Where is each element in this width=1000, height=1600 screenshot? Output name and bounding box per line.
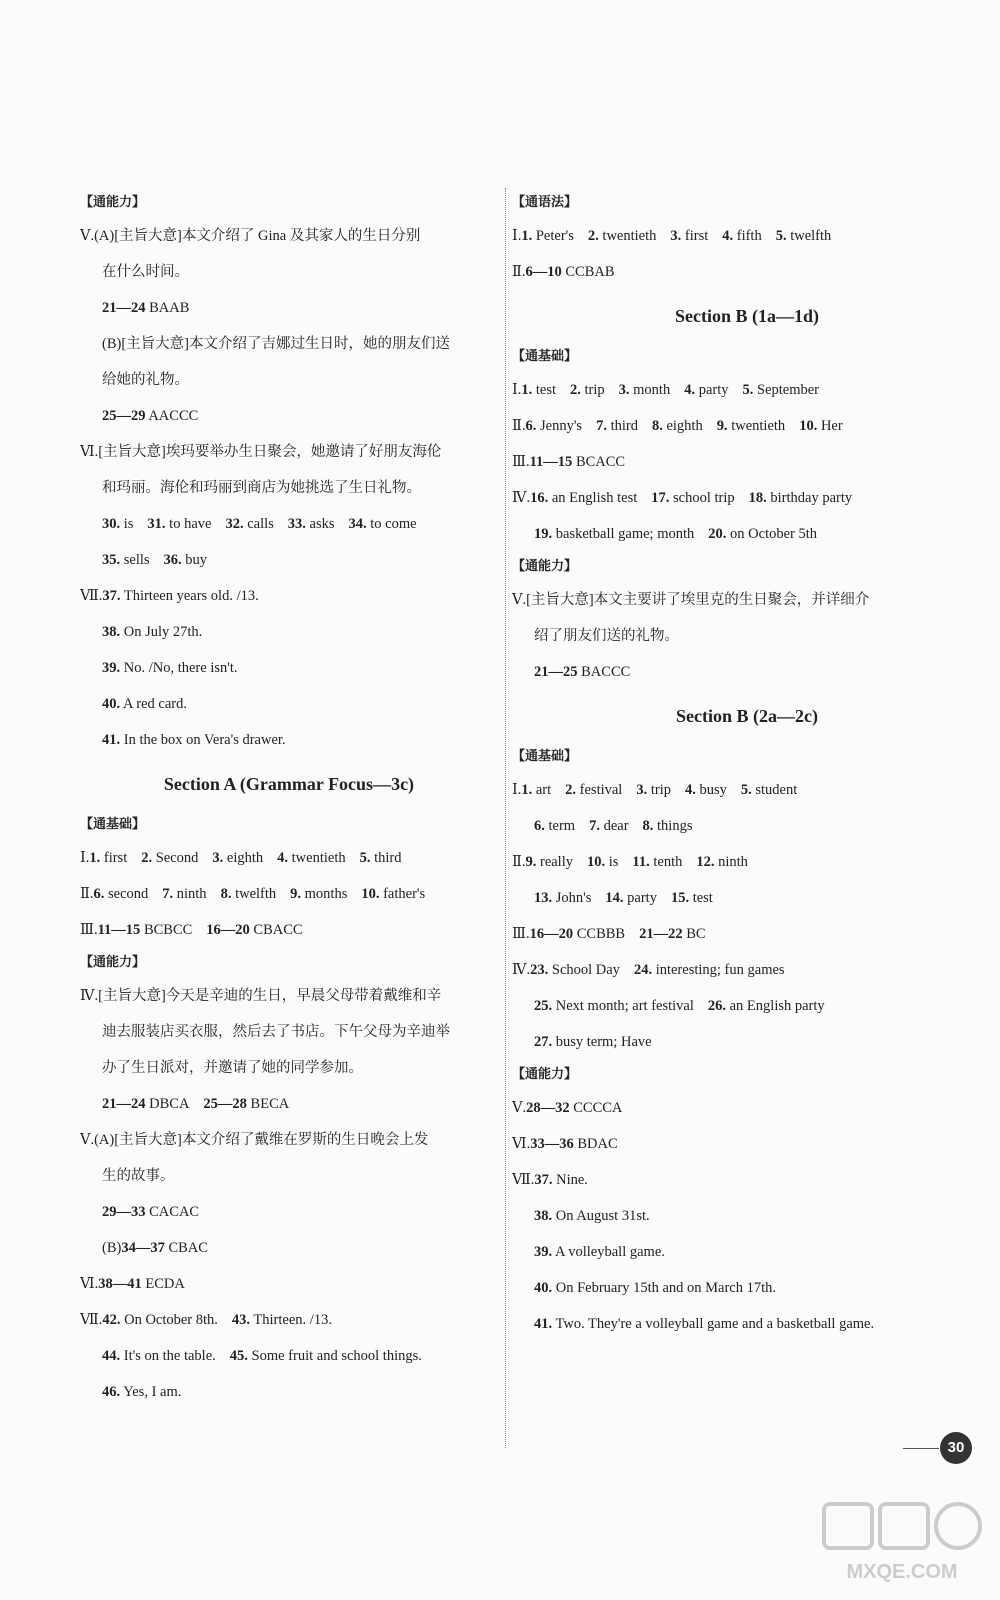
answer-text: tenth (653, 854, 683, 870)
answer-number: 43. (231, 1312, 251, 1328)
question-group-marker: Ⅶ. (512, 1172, 535, 1188)
answer-number: 7. (589, 818, 600, 834)
answer-line (512, 988, 982, 1024)
answer-text: Second (155, 850, 199, 866)
answer-line (512, 654, 982, 690)
paragraph-line: 迪去服装店买衣服，然后去了书店。下午父母为辛迪举 (102, 1024, 450, 1040)
answer-number: 5. (742, 382, 754, 398)
answer-number: 37. (534, 1172, 553, 1188)
answer-line (512, 952, 982, 988)
page-number-rule (903, 1448, 939, 1449)
answer-text: basketball game; month (555, 526, 695, 542)
answer-text: twelfth (790, 228, 832, 244)
question-group-marker: Ⅵ. (512, 1136, 531, 1152)
section-label: 【通能力】 (512, 1067, 578, 1082)
question-group-marker: Ⅰ. (512, 382, 522, 398)
answer-text: Thirteen. /13. (253, 1312, 332, 1328)
answer-text: John's (555, 890, 592, 906)
answer-text: things (657, 818, 693, 834)
answer-text: sells (123, 552, 150, 568)
watermark-text: MXQE.COM (846, 1561, 958, 1583)
answer-line (80, 722, 498, 758)
answer-line (80, 876, 498, 912)
answer-number: 4. (722, 228, 734, 244)
answer-text: CCBBB (576, 926, 626, 942)
answer-text: BACCC (581, 664, 631, 680)
answer-number: 27. (534, 1034, 553, 1050)
answer-text: twentieth (602, 228, 657, 244)
paragraph-line: 绍了朋友们送的礼物。 (534, 628, 679, 644)
answer-text: CACAC (149, 1204, 200, 1220)
answer-line (512, 1126, 982, 1162)
answer-line (512, 1306, 982, 1342)
answer-number: 1. (521, 782, 533, 798)
answer-text: CCCCA (573, 1100, 623, 1116)
answer-number: 16. (530, 490, 549, 506)
answer-line (512, 1234, 982, 1270)
answer-text: eighth (666, 418, 703, 434)
answer-number: 31. (147, 516, 166, 532)
answer-text: eighth (226, 850, 264, 866)
answer-text: is (608, 854, 619, 870)
question-group-marker: (B) (102, 1240, 122, 1256)
answer-number: 21—24 (102, 300, 146, 316)
answer-number: 9. (290, 886, 302, 902)
answer-line (512, 772, 982, 808)
answer-number: 40. (102, 696, 121, 712)
answer-text: Her (820, 418, 843, 434)
right-column (512, 188, 982, 1342)
answer-number: 6. (534, 818, 545, 834)
answer-text: trip (584, 382, 605, 398)
question-group-marker: Ⅶ. (80, 588, 103, 604)
answer-line (512, 444, 982, 480)
answer-text: asks (309, 516, 335, 532)
answer-text: father's (383, 886, 426, 902)
answer-text: is (123, 516, 134, 532)
answer-text: busy term; Have (555, 1034, 652, 1050)
paragraph-line: Ⅳ.[主旨大意]今天是辛迪的生日，早晨父母带着戴维和辛 (80, 988, 442, 1004)
answer-number: 46. (102, 1384, 121, 1400)
answer-number: 11. (632, 854, 650, 870)
answer-text: Peter's (535, 228, 574, 244)
section-heading: Section B (2a—2c) (676, 706, 818, 726)
answer-text: Yes, I am. (123, 1384, 182, 1400)
answer-number: 42. (102, 1312, 121, 1328)
answer-line (512, 808, 982, 844)
answer-number: 2. (141, 850, 153, 866)
answer-text: on October 5th (730, 526, 818, 542)
question-group-marker: Ⅲ. (80, 922, 98, 938)
answer-number: 11—15 (529, 454, 573, 470)
answer-text: A volleyball game. (554, 1244, 665, 1260)
answer-line (512, 880, 982, 916)
answer-text: student (755, 782, 798, 798)
answer-text: test (535, 382, 556, 398)
answer-line (80, 1302, 498, 1338)
answer-line (80, 912, 498, 948)
answer-number: 9. (525, 854, 537, 870)
answer-text: BAAB (149, 300, 190, 316)
answer-text: second (107, 886, 149, 902)
answer-number: 15. (670, 890, 690, 906)
answer-number: 36. (163, 552, 182, 568)
answer-number: 44. (102, 1348, 121, 1364)
paragraph-line: Ⅴ.(A)[主旨大意]本文介绍了 Gina 及其家人的生日分别 (80, 228, 421, 244)
answer-text: It's on the table. (123, 1348, 216, 1364)
question-group-marker: Ⅵ. (80, 1276, 99, 1292)
question-group-marker: Ⅱ. (512, 418, 526, 434)
answer-number: 39. (102, 660, 121, 676)
question-group-marker: Ⅳ. (512, 962, 531, 978)
answer-number: 3. (670, 228, 682, 244)
paragraph-line: Ⅴ.[主旨大意]本文主要讲了埃里克的生日聚会，并详细介 (512, 592, 870, 608)
answer-number: 12. (696, 854, 715, 870)
answer-line (80, 290, 498, 326)
answer-line (80, 506, 498, 542)
answer-line (512, 480, 982, 516)
answer-number: 45. (229, 1348, 248, 1364)
answer-number: 20. (708, 526, 727, 542)
answer-text: BCACC (575, 454, 626, 470)
answer-text: On July 27th. (123, 624, 203, 640)
answer-line (80, 1374, 498, 1410)
paragraph-line: 和玛丽。海伦和玛丽到商店为她挑选了生日礼物。 (102, 480, 421, 496)
answer-number: 5. (775, 228, 787, 244)
answer-text: an English party (729, 998, 825, 1014)
question-group-marker: Ⅴ. (512, 1100, 527, 1116)
answer-number: 39. (534, 1244, 553, 1260)
answer-text: trip (650, 782, 671, 798)
answer-number: 2. (565, 782, 577, 798)
answer-line (512, 1198, 982, 1234)
answer-number: 3. (212, 850, 224, 866)
answer-text: Thirteen years old. /13. (123, 588, 259, 604)
answer-number: 26. (707, 998, 726, 1014)
paragraph-line: 生的故事。 (102, 1168, 175, 1184)
question-group-marker: Ⅳ. (512, 490, 531, 506)
answer-text: fifth (736, 228, 762, 244)
answer-number: 16—20 (206, 922, 250, 938)
answer-text: birthday party (770, 490, 853, 506)
answer-line (512, 254, 982, 290)
answer-text: term (548, 818, 576, 834)
answer-text: BDAC (577, 1136, 618, 1152)
section-heading: Section B (1a—1d) (675, 306, 819, 326)
answer-number: 25—28 (203, 1096, 247, 1112)
answer-text: CBAC (168, 1240, 208, 1256)
answer-text: BCBCC (143, 922, 193, 938)
answer-text: AACCC (148, 408, 199, 424)
answer-text: Nine. (556, 1172, 588, 1188)
answer-line (512, 1270, 982, 1306)
answer-number: 13. (534, 890, 553, 906)
answer-text: really (539, 854, 573, 870)
answer-text: BECA (250, 1096, 290, 1112)
question-group-marker: Ⅲ. (512, 926, 530, 942)
section-label: 【通基础】 (512, 349, 578, 364)
answer-number: 4. (684, 782, 696, 798)
answer-text: In the box on Vera's drawer. (123, 732, 286, 748)
question-group-marker: Ⅶ. (80, 1312, 103, 1328)
answer-number: 2. (570, 382, 581, 398)
answer-number: 6. (93, 886, 105, 902)
section-label: 【通基础】 (512, 749, 578, 764)
answer-number: 3. (636, 782, 648, 798)
answer-text: September (757, 382, 820, 398)
answer-number: 7. (162, 886, 174, 902)
answer-number: 1. (521, 382, 533, 398)
answer-number: 10. (361, 886, 380, 902)
answer-number: 41. (102, 732, 121, 748)
column-divider (505, 188, 506, 1448)
paragraph-line: Ⅵ.[主旨大意]埃玛要举办生日聚会，她邀请了好朋友海伦 (80, 444, 442, 460)
answer-number: 41. (534, 1316, 553, 1332)
answer-text: CCBAB (565, 264, 615, 280)
answer-text: buy (185, 552, 208, 568)
answer-number: 6. (525, 418, 537, 434)
answer-number: 10. (587, 854, 606, 870)
answer-line (80, 578, 498, 614)
answer-line (512, 844, 982, 880)
answer-line (512, 916, 982, 952)
answer-number: 5. (359, 850, 371, 866)
page-number: 30 (940, 1432, 972, 1464)
answer-text: On February 15th and on March 17th. (555, 1280, 777, 1296)
answer-number: 21—24 (102, 1096, 146, 1112)
answer-number: 34—37 (121, 1240, 165, 1256)
answer-text: CBACC (253, 922, 303, 938)
answer-number: 30. (102, 516, 121, 532)
answer-number: 33—36 (530, 1136, 574, 1152)
answer-number: 2. (587, 228, 599, 244)
section-label: 【通能力】 (80, 955, 146, 970)
watermark-logo (820, 1498, 985, 1588)
answer-line (80, 650, 498, 686)
answer-text: school trip (673, 490, 735, 506)
paragraph-line: 给她的礼物。 (102, 372, 189, 388)
answer-text: On August 31st. (555, 1208, 650, 1224)
answer-text: Some fruit and school things. (251, 1348, 422, 1364)
answer-text: BC (686, 926, 706, 942)
answer-text: ECDA (145, 1276, 185, 1292)
answer-text: third (610, 418, 638, 434)
section-label: 【通基础】 (80, 817, 146, 832)
answer-line (80, 1194, 498, 1230)
answer-number: 38. (534, 1208, 553, 1224)
answer-text: On October 8th. (124, 1312, 218, 1328)
answer-line (512, 218, 982, 254)
answer-text: to come (370, 516, 417, 532)
answer-text: School Day (551, 962, 620, 978)
answer-number: 37. (102, 588, 121, 604)
answer-number: 9. (716, 418, 728, 434)
answer-number: 25. (534, 998, 553, 1014)
answer-number: 38. (102, 624, 121, 640)
answer-text: art (535, 782, 552, 798)
answer-number: 24. (633, 962, 653, 978)
answer-text: test (692, 890, 713, 906)
answer-line (512, 1162, 982, 1198)
answer-number: 35. (102, 552, 121, 568)
answer-number: 19. (534, 526, 553, 542)
section-label: 【通语法】 (512, 195, 578, 210)
section-label: 【通能力】 (80, 195, 146, 210)
question-group-marker: Ⅱ. (512, 264, 526, 280)
question-group-marker: Ⅰ. (80, 850, 90, 866)
answer-number: 11—15 (97, 922, 141, 938)
answer-text: busy (699, 782, 727, 798)
answer-line (80, 1266, 498, 1302)
answer-line (512, 1090, 982, 1126)
answer-number: 23. (530, 962, 549, 978)
answer-line (80, 614, 498, 650)
paragraph-line: Ⅴ.(A)[主旨大意]本文介绍了戴维在罗斯的生日晚会上发 (80, 1132, 429, 1148)
answer-text: calls (247, 516, 274, 532)
answer-line (80, 398, 498, 434)
answer-line (80, 686, 498, 722)
answer-text: dear (603, 818, 629, 834)
answer-number: 1. (89, 850, 101, 866)
answer-text: party (627, 890, 657, 906)
answer-line (80, 840, 498, 876)
answer-number: 21—25 (534, 664, 578, 680)
answer-text: ninth (176, 886, 207, 902)
answer-number: 34. (348, 516, 367, 532)
paragraph-line: 办了生日派对，并邀请了她的同学参加。 (102, 1060, 363, 1076)
answer-text: months (304, 886, 348, 902)
answer-number: 40. (534, 1280, 553, 1296)
answer-text: first (684, 228, 709, 244)
question-group-marker: Ⅲ. (512, 454, 530, 470)
answer-number: 18. (748, 490, 767, 506)
answer-number: 33. (287, 516, 306, 532)
section-label: 【通能力】 (512, 559, 578, 574)
answer-number: 4. (684, 382, 696, 398)
section-heading: Section A (Grammar Focus—3c) (163, 774, 415, 794)
answer-number: 5. (740, 782, 752, 798)
answer-number: 10. (799, 418, 818, 434)
answer-number: 14. (605, 890, 624, 906)
answer-text: twelfth (235, 886, 277, 902)
answer-number: 7. (596, 418, 607, 434)
question-group-marker: Ⅰ. (512, 228, 522, 244)
answer-text: twentieth (291, 850, 346, 866)
answer-text: Two. They're a volleyball game and a basketball game. (555, 1316, 875, 1332)
answer-text: Next month; art festival (555, 998, 694, 1014)
question-group-marker: Ⅰ. (512, 782, 522, 798)
answer-number: 8. (642, 818, 654, 834)
question-group-marker: Ⅱ. (512, 854, 526, 870)
answer-line (80, 542, 498, 578)
answer-line (512, 516, 982, 552)
answer-text: third (374, 850, 402, 866)
answer-text: interesting; fun games (655, 962, 785, 978)
answer-line (512, 372, 982, 408)
answer-text: A red card. (122, 696, 187, 712)
answer-number: 38—41 (98, 1276, 142, 1292)
answer-line (80, 1086, 498, 1122)
answer-line (80, 1230, 498, 1266)
paragraph-line: (B)[主旨大意]本文介绍了吉娜过生日时，她的朋友们送 (102, 336, 450, 352)
answer-number: 6—10 (525, 264, 562, 280)
answer-number: 17. (651, 490, 670, 506)
answer-text: Jenny's (539, 418, 583, 434)
answer-text: month (633, 382, 671, 398)
answer-number: 16—20 (529, 926, 574, 942)
answer-number: 8. (220, 886, 232, 902)
answer-line (80, 1338, 498, 1374)
left-column (80, 188, 498, 1410)
answer-number: 3. (618, 382, 630, 398)
question-group-marker: Ⅱ. (80, 886, 94, 902)
answer-text: to have (169, 516, 212, 532)
answer-text: No. /No, there isn't. (123, 660, 238, 676)
answer-number: 21—22 (639, 926, 683, 942)
paragraph-line: 在什么时间。 (102, 264, 189, 280)
answer-text: first (103, 850, 128, 866)
answer-text: twentieth (731, 418, 786, 434)
answer-line (512, 408, 982, 444)
answer-number: 29—33 (102, 1204, 146, 1220)
answer-text: ninth (718, 854, 748, 870)
answer-number: 4. (277, 850, 289, 866)
answer-number: 1. (521, 228, 533, 244)
answer-number: 32. (225, 516, 244, 532)
answer-number: 8. (651, 418, 663, 434)
answer-text: an English test (551, 490, 638, 506)
answer-text: party (698, 382, 729, 398)
answer-line (512, 1024, 982, 1060)
answer-text: DBCA (149, 1096, 190, 1112)
answer-number: 28—32 (526, 1100, 570, 1116)
answer-text: festival (579, 782, 623, 798)
answer-number: 25—29 (102, 408, 146, 424)
